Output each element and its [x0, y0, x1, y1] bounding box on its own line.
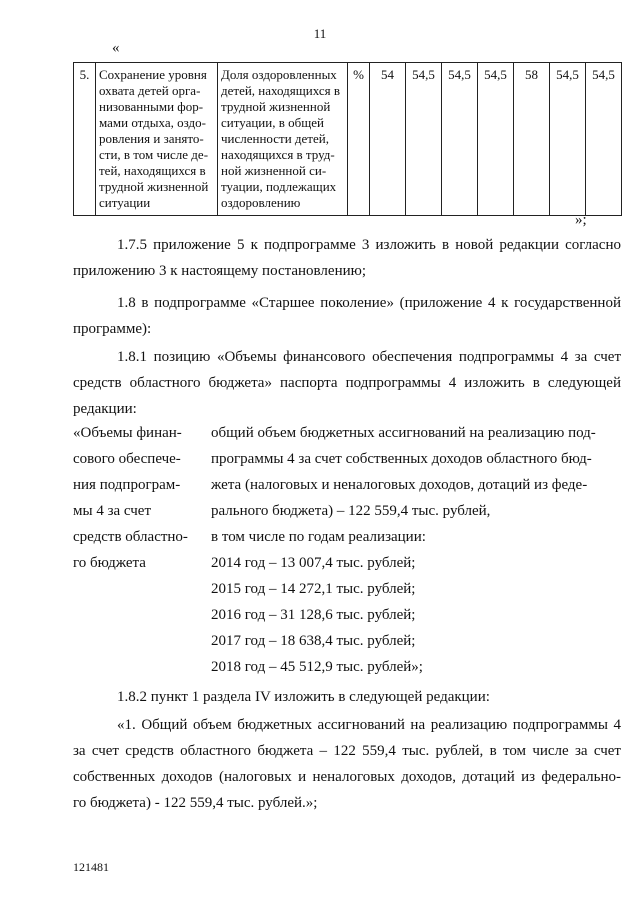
passport-content-line: рального бюджета) – 122 559,4 тыс. рублей, — [211, 503, 491, 519]
page-number: 11 — [313, 26, 327, 41]
passport-content-line: 2015 год – 14 272,1 тыс. рублей; — [211, 581, 416, 597]
indicator-table — [73, 62, 622, 216]
value-cell: 54,5 — [442, 63, 478, 216]
measure-line: охвата детей орга- — [99, 83, 201, 98]
passport-label-line: сового обеспече- — [73, 451, 181, 467]
text-line: редакции: — [73, 401, 137, 417]
passport-content-line: 2018 год – 45 512,9 тыс. рублей»; — [211, 659, 423, 675]
passport-content — [211, 420, 621, 680]
indicator-line: Доля оздоровленных — [221, 67, 337, 82]
opening-quote: « — [112, 40, 120, 56]
value-cell: 54,5 — [550, 63, 586, 216]
text-line: за счет средств областного бюджета – 122 559,4 тыс. рублей, в том числе за счет — [73, 743, 621, 759]
passport-label-line: го бюджета — [73, 555, 146, 571]
paragraph-1-7-5 — [73, 232, 621, 284]
text-line: «1. Общий объем бюджетных ассигнований на реализацию подпрограммы 4 — [117, 717, 621, 733]
text-line: средств областного бюджета» паспорта подпрограммы 4 изложить в следующей — [73, 375, 621, 391]
indicator-line: ной жизненной си- — [221, 163, 327, 178]
text-line: 1.7.5 приложение 5 к подпрограмме 3 изложить в новой редакции согласно — [117, 237, 621, 253]
indicator-line: находящихся в труд- — [221, 147, 335, 162]
measure-line: низованными фор- — [99, 99, 204, 114]
indicator-line: численности детей, — [221, 131, 329, 146]
document-number: 121481 — [73, 860, 109, 874]
text-line: программе): — [73, 321, 152, 337]
passport-content-line: программы 4 за счет собственных доходов областного бюд- — [211, 451, 592, 467]
text-line: 1.8.1 позицию «Объемы финансового обеспечения подпрограммы 4 за счет — [117, 349, 621, 365]
measure-line: мами отдыха, оздо- — [99, 115, 206, 130]
measure-line: трудной жизненной — [99, 179, 209, 194]
passport-label-line: средств областно- — [73, 529, 188, 545]
row-number: 5. — [74, 63, 96, 216]
measure-line: ровления и занято- — [99, 131, 204, 146]
value-cell: 54,5 — [406, 63, 442, 216]
indicator-line: ситуации, в общей — [221, 115, 324, 130]
passport-content-line: 2016 год – 31 128,6 тыс. рублей; — [211, 607, 416, 623]
indicator-cell — [218, 63, 348, 216]
indicator-line: детей, находящихся в — [221, 83, 340, 98]
text-line: собственных доходов (налоговых и неналоговых доходов, дотаций из федерально- — [73, 769, 621, 785]
passport-label-line: «Объемы финан- — [73, 425, 182, 441]
text-line: 1.8.2 пункт 1 раздела IV изложить в следующей редакции: — [117, 689, 490, 705]
closing-quote: »; — [575, 212, 587, 228]
passport-label — [73, 420, 203, 576]
measure-line: ситуации — [99, 195, 151, 210]
measure-cell — [96, 63, 218, 216]
text-line: го бюджета) - 122 559,4 тыс. рублей.»; — [73, 795, 318, 811]
measure-line: Сохранение уровня — [99, 67, 207, 82]
indicator-line: туации, подлежащих — [221, 179, 337, 194]
paragraph-quoted-1 — [73, 712, 621, 816]
value-cell: 54,5 — [478, 63, 514, 216]
value-cell: 54,5 — [586, 63, 622, 216]
passport-content-line: 2017 год – 18 638,4 тыс. рублей; — [211, 633, 416, 649]
passport-content-line: жета (налоговых и неналоговых доходов, дотаций из феде- — [211, 477, 588, 493]
value-cell: 54 — [370, 63, 406, 216]
text-line: приложению 3 к настоящему постановлению; — [73, 263, 366, 279]
table-row — [74, 63, 622, 216]
paragraph-1-8-2 — [73, 684, 621, 710]
paragraph-1-8-1 — [73, 344, 621, 422]
passport-label-line: мы 4 за счет — [73, 503, 152, 519]
passport-label-line: ния подпрограм- — [73, 477, 181, 493]
passport-content-line: 2014 год – 13 007,4 тыс. рублей; — [211, 555, 416, 571]
paragraph-1-8 — [73, 290, 621, 342]
measure-line: сти, в том числе де- — [99, 147, 209, 162]
indicator-line: оздоровлению — [221, 195, 301, 210]
passport-content-line: в том числе по годам реализации: — [211, 529, 426, 545]
measure-line: тей, находящихся в — [99, 163, 206, 178]
passport-content-line: общий объем бюджетных ассигнований на реализацию под- — [211, 425, 596, 441]
indicator-line: трудной жизненной — [221, 99, 331, 114]
text-line: 1.8 в подпрограмме «Старшее поколение» (приложение 4 к государственной — [117, 295, 621, 311]
value-cell: 58 — [514, 63, 550, 216]
unit-cell: % — [348, 63, 370, 216]
